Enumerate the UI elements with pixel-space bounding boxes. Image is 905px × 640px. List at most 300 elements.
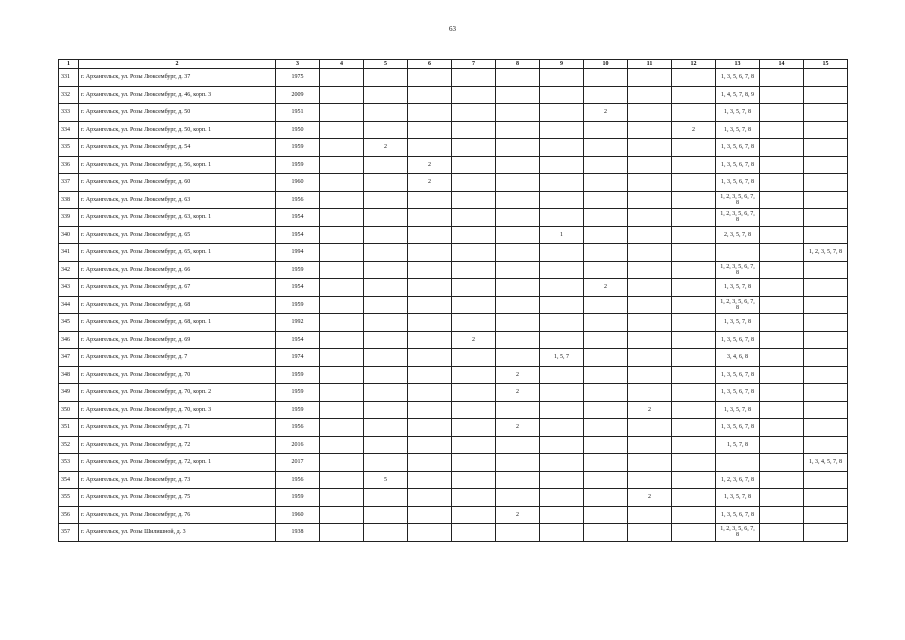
address-cell: г. Архангельск, ул. Розы Люксембург, д. 46, корп. 3 bbox=[79, 86, 276, 104]
address-cell: г. Архангельск, ул. Розы Люксембург, д. 70, корп. 2 bbox=[79, 384, 276, 402]
address-cell: г. Архангельск, ул. Розы Люксембург, д. 72, корп. 1 bbox=[79, 454, 276, 472]
col11-cell bbox=[628, 261, 672, 279]
col10-cell bbox=[584, 69, 628, 87]
year-cell: 1960 bbox=[276, 506, 320, 524]
col15-cell bbox=[804, 69, 848, 87]
col6-cell bbox=[408, 86, 452, 104]
col8-cell bbox=[496, 69, 540, 87]
col12-cell bbox=[672, 471, 716, 489]
col5-cell bbox=[364, 279, 408, 297]
address-cell: г. Архангельск, ул. Розы Люксембург, д. 72 bbox=[79, 436, 276, 454]
row-number-cell: 336 bbox=[59, 156, 79, 174]
table-row bbox=[59, 384, 848, 402]
col4-cell bbox=[320, 506, 364, 524]
col13-cell: 1, 4, 5, 7, 8, 9 bbox=[716, 86, 760, 104]
col11-cell bbox=[628, 349, 672, 367]
col5-cell bbox=[364, 209, 408, 227]
col9-cell bbox=[540, 296, 584, 314]
col6-cell bbox=[408, 244, 452, 262]
col15-cell bbox=[804, 489, 848, 507]
col13-cell: 1, 3, 5, 7, 8 bbox=[716, 104, 760, 122]
year-cell: 1938 bbox=[276, 524, 320, 542]
col5-cell bbox=[364, 156, 408, 174]
col4-cell bbox=[320, 454, 364, 472]
col11-cell bbox=[628, 296, 672, 314]
col12-cell bbox=[672, 349, 716, 367]
table-row bbox=[59, 349, 848, 367]
col14-cell bbox=[760, 314, 804, 332]
col9-cell bbox=[540, 174, 584, 192]
col4-cell bbox=[320, 296, 364, 314]
col9-cell bbox=[540, 454, 584, 472]
year-cell: 1954 bbox=[276, 209, 320, 227]
row-number-cell: 356 bbox=[59, 506, 79, 524]
col15-cell bbox=[804, 121, 848, 139]
col5-cell bbox=[364, 296, 408, 314]
column-header: 13 bbox=[716, 60, 760, 69]
col13-cell: 1, 2, 3, 5, 6, 7, 8 bbox=[716, 209, 760, 227]
col7-cell bbox=[452, 436, 496, 454]
col13-cell: 1, 3, 5, 7, 8 bbox=[716, 401, 760, 419]
year-cell: 1992 bbox=[276, 314, 320, 332]
col10-cell: 2 bbox=[584, 104, 628, 122]
column-header: 11 bbox=[628, 60, 672, 69]
column-header: 8 bbox=[496, 60, 540, 69]
col14-cell bbox=[760, 349, 804, 367]
col14-cell bbox=[760, 121, 804, 139]
col11-cell bbox=[628, 104, 672, 122]
col8-cell bbox=[496, 471, 540, 489]
col7-cell bbox=[452, 419, 496, 437]
row-number-cell: 354 bbox=[59, 471, 79, 489]
col13-cell: 1, 2, 3, 5, 6, 7, 8 bbox=[716, 191, 760, 209]
row-number-cell: 351 bbox=[59, 419, 79, 437]
col14-cell bbox=[760, 384, 804, 402]
col9-cell bbox=[540, 331, 584, 349]
col15-cell bbox=[804, 209, 848, 227]
col5-cell bbox=[364, 489, 408, 507]
col7-cell bbox=[452, 524, 496, 542]
col14-cell bbox=[760, 279, 804, 297]
col15-cell bbox=[804, 226, 848, 244]
address-cell: г. Архангельск, ул. Розы Люксембург, д. 76 bbox=[79, 506, 276, 524]
col15-cell bbox=[804, 506, 848, 524]
col11-cell bbox=[628, 524, 672, 542]
col15-cell bbox=[804, 104, 848, 122]
year-cell: 1959 bbox=[276, 384, 320, 402]
col5-cell bbox=[364, 506, 408, 524]
col6-cell bbox=[408, 191, 452, 209]
table-row bbox=[59, 419, 848, 437]
row-number-cell: 345 bbox=[59, 314, 79, 332]
table-row bbox=[59, 156, 848, 174]
column-header: 14 bbox=[760, 60, 804, 69]
col4-cell bbox=[320, 419, 364, 437]
col10-cell: 2 bbox=[584, 279, 628, 297]
col11-cell bbox=[628, 471, 672, 489]
col7-cell: 2 bbox=[452, 331, 496, 349]
row-number-cell: 343 bbox=[59, 279, 79, 297]
col15-cell bbox=[804, 139, 848, 157]
col11-cell bbox=[628, 244, 672, 262]
address-cell: г. Архангельск, ул. Розы Люксембург, д. 37 bbox=[79, 69, 276, 87]
col6-cell bbox=[408, 209, 452, 227]
col4-cell bbox=[320, 226, 364, 244]
col4-cell bbox=[320, 261, 364, 279]
column-header: 3 bbox=[276, 60, 320, 69]
table-row bbox=[59, 244, 848, 262]
col8-cell: 2 bbox=[496, 419, 540, 437]
col12-cell bbox=[672, 69, 716, 87]
address-cell: г. Архангельск, ул. Розы Люксембург, д. 68 bbox=[79, 296, 276, 314]
col6-cell bbox=[408, 331, 452, 349]
col9-cell bbox=[540, 244, 584, 262]
col10-cell bbox=[584, 489, 628, 507]
col9-cell bbox=[540, 314, 584, 332]
col14-cell bbox=[760, 331, 804, 349]
col14-cell bbox=[760, 104, 804, 122]
col13-cell: 1, 5, 7, 8 bbox=[716, 436, 760, 454]
col14-cell bbox=[760, 156, 804, 174]
row-number-cell: 352 bbox=[59, 436, 79, 454]
address-cell: г. Архангельск, ул. Розы Люксембург, д. 50 bbox=[79, 104, 276, 122]
col13-cell: 1, 3, 5, 6, 7, 8 bbox=[716, 69, 760, 87]
col11-cell bbox=[628, 279, 672, 297]
col13-cell: 1, 3, 5, 7, 8 bbox=[716, 314, 760, 332]
col8-cell bbox=[496, 86, 540, 104]
col8-cell bbox=[496, 454, 540, 472]
year-cell: 1956 bbox=[276, 471, 320, 489]
col5-cell bbox=[364, 314, 408, 332]
col4-cell bbox=[320, 174, 364, 192]
row-number-cell: 339 bbox=[59, 209, 79, 227]
table-row bbox=[59, 489, 848, 507]
col11-cell bbox=[628, 139, 672, 157]
row-number-cell: 333 bbox=[59, 104, 79, 122]
col11-cell bbox=[628, 506, 672, 524]
year-cell: 1959 bbox=[276, 261, 320, 279]
address-cell: г. Архангельск, ул. Розы Люксембург, д. 75 bbox=[79, 489, 276, 507]
col9-cell bbox=[540, 69, 584, 87]
col10-cell bbox=[584, 366, 628, 384]
col11-cell: 2 bbox=[628, 401, 672, 419]
col8-cell bbox=[496, 489, 540, 507]
row-number-cell: 346 bbox=[59, 331, 79, 349]
row-number-cell: 347 bbox=[59, 349, 79, 367]
col9-cell bbox=[540, 261, 584, 279]
col11-cell bbox=[628, 209, 672, 227]
col4-cell bbox=[320, 489, 364, 507]
col10-cell bbox=[584, 156, 628, 174]
col6-cell bbox=[408, 524, 452, 542]
col13-cell: 2, 3, 5, 7, 8 bbox=[716, 226, 760, 244]
col4-cell bbox=[320, 69, 364, 87]
col10-cell bbox=[584, 331, 628, 349]
row-number-cell: 340 bbox=[59, 226, 79, 244]
row-number-cell: 355 bbox=[59, 489, 79, 507]
col9-cell bbox=[540, 86, 584, 104]
column-header: 4 bbox=[320, 60, 364, 69]
col7-cell bbox=[452, 139, 496, 157]
col14-cell bbox=[760, 244, 804, 262]
table-row bbox=[59, 191, 848, 209]
address-cell: г. Архангельск, ул. Розы Люксембург, д. 63, корп. 1 bbox=[79, 209, 276, 227]
col7-cell bbox=[452, 384, 496, 402]
address-cell: г. Архангельск, ул. Розы Люксембург, д. 70 bbox=[79, 366, 276, 384]
address-cell: г. Архангельск, ул. Розы Люксембург, д. 63 bbox=[79, 191, 276, 209]
col13-cell: 1, 3, 5, 7, 8 bbox=[716, 121, 760, 139]
row-number-cell: 334 bbox=[59, 121, 79, 139]
table-row bbox=[59, 296, 848, 314]
page-number: 63 bbox=[449, 25, 456, 33]
table-row bbox=[59, 436, 848, 454]
table-body bbox=[59, 69, 848, 542]
col13-cell: 1, 2, 3, 6, 7, 8 bbox=[716, 471, 760, 489]
col10-cell bbox=[584, 436, 628, 454]
col6-cell bbox=[408, 261, 452, 279]
col10-cell bbox=[584, 419, 628, 437]
col10-cell bbox=[584, 86, 628, 104]
col9-cell bbox=[540, 471, 584, 489]
col13-cell: 1, 3, 5, 6, 7, 8 bbox=[716, 156, 760, 174]
col13-cell: 1, 3, 5, 6, 7, 8 bbox=[716, 331, 760, 349]
col12-cell bbox=[672, 331, 716, 349]
col5-cell bbox=[364, 401, 408, 419]
col7-cell bbox=[452, 349, 496, 367]
col11-cell bbox=[628, 226, 672, 244]
col12-cell bbox=[672, 384, 716, 402]
col15-cell bbox=[804, 366, 848, 384]
col7-cell bbox=[452, 506, 496, 524]
row-number-cell: 353 bbox=[59, 454, 79, 472]
col8-cell bbox=[496, 244, 540, 262]
col7-cell bbox=[452, 279, 496, 297]
column-header: 6 bbox=[408, 60, 452, 69]
col13-cell: 1, 3, 5, 6, 7, 8 bbox=[716, 366, 760, 384]
col7-cell bbox=[452, 86, 496, 104]
col4-cell bbox=[320, 366, 364, 384]
col6-cell bbox=[408, 69, 452, 87]
col15-cell bbox=[804, 471, 848, 489]
col14-cell bbox=[760, 69, 804, 87]
col10-cell bbox=[584, 191, 628, 209]
col5-cell bbox=[364, 226, 408, 244]
col9-cell bbox=[540, 209, 584, 227]
col9-cell bbox=[540, 436, 584, 454]
buildings-table bbox=[58, 59, 848, 542]
col14-cell bbox=[760, 86, 804, 104]
col15-cell bbox=[804, 524, 848, 542]
col13-cell: 1, 3, 5, 7, 8 bbox=[716, 489, 760, 507]
year-cell: 1960 bbox=[276, 174, 320, 192]
table-row bbox=[59, 121, 848, 139]
table-row bbox=[59, 174, 848, 192]
col7-cell bbox=[452, 69, 496, 87]
col6-cell bbox=[408, 366, 452, 384]
col6-cell bbox=[408, 279, 452, 297]
col12-cell bbox=[672, 454, 716, 472]
col14-cell bbox=[760, 506, 804, 524]
col11-cell bbox=[628, 314, 672, 332]
address-cell: г. Архангельск, ул. Розы Люксембург, д. 70, корп. 3 bbox=[79, 401, 276, 419]
col12-cell bbox=[672, 314, 716, 332]
row-number-cell: 341 bbox=[59, 244, 79, 262]
year-cell: 2017 bbox=[276, 454, 320, 472]
col10-cell bbox=[584, 524, 628, 542]
col8-cell bbox=[496, 156, 540, 174]
col6-cell bbox=[408, 419, 452, 437]
col8-cell: 2 bbox=[496, 506, 540, 524]
col5-cell bbox=[364, 349, 408, 367]
col8-cell bbox=[496, 331, 540, 349]
table-row bbox=[59, 331, 848, 349]
table-row bbox=[59, 86, 848, 104]
col15-cell bbox=[804, 419, 848, 437]
col7-cell bbox=[452, 296, 496, 314]
col14-cell bbox=[760, 191, 804, 209]
col12-cell bbox=[672, 489, 716, 507]
col8-cell bbox=[496, 226, 540, 244]
row-number-cell: 332 bbox=[59, 86, 79, 104]
col6-cell bbox=[408, 314, 452, 332]
col4-cell bbox=[320, 471, 364, 489]
col6-cell bbox=[408, 139, 452, 157]
col11-cell bbox=[628, 384, 672, 402]
col14-cell bbox=[760, 401, 804, 419]
col12-cell bbox=[672, 156, 716, 174]
col11-cell bbox=[628, 419, 672, 437]
col6-cell bbox=[408, 349, 452, 367]
col7-cell bbox=[452, 454, 496, 472]
col4-cell bbox=[320, 524, 364, 542]
col8-cell bbox=[496, 401, 540, 419]
col4-cell bbox=[320, 436, 364, 454]
col9-cell bbox=[540, 401, 584, 419]
col5-cell bbox=[364, 69, 408, 87]
table-row bbox=[59, 209, 848, 227]
col6-cell: 2 bbox=[408, 174, 452, 192]
year-cell: 1959 bbox=[276, 296, 320, 314]
row-number-cell: 348 bbox=[59, 366, 79, 384]
col13-cell: 1, 3, 5, 6, 7, 8 bbox=[716, 506, 760, 524]
address-cell: г. Архангельск, ул. Розы Люксембург, д. 67 bbox=[79, 279, 276, 297]
col7-cell bbox=[452, 401, 496, 419]
table-row bbox=[59, 401, 848, 419]
col5-cell bbox=[364, 86, 408, 104]
table-row bbox=[59, 506, 848, 524]
col14-cell bbox=[760, 139, 804, 157]
col5-cell bbox=[364, 524, 408, 542]
col13-cell: 1, 2, 3, 5, 6, 7, 8 bbox=[716, 296, 760, 314]
col5-cell bbox=[364, 121, 408, 139]
col6-cell bbox=[408, 226, 452, 244]
col9-cell: 1 bbox=[540, 226, 584, 244]
col4-cell bbox=[320, 244, 364, 262]
col15-cell bbox=[804, 156, 848, 174]
col15-cell bbox=[804, 436, 848, 454]
col15-cell bbox=[804, 279, 848, 297]
col13-cell: 1, 2, 3, 5, 6, 7, 8 bbox=[716, 261, 760, 279]
col4-cell bbox=[320, 156, 364, 174]
col14-cell bbox=[760, 296, 804, 314]
col15-cell bbox=[804, 349, 848, 367]
col6-cell bbox=[408, 471, 452, 489]
col8-cell bbox=[496, 279, 540, 297]
col7-cell bbox=[452, 209, 496, 227]
col15-cell bbox=[804, 314, 848, 332]
col6-cell bbox=[408, 454, 452, 472]
row-number-cell: 357 bbox=[59, 524, 79, 542]
col11-cell bbox=[628, 454, 672, 472]
col12-cell bbox=[672, 261, 716, 279]
col6-cell bbox=[408, 296, 452, 314]
address-cell: г. Архангельск, ул. Розы Люксембург, д. 54 bbox=[79, 139, 276, 157]
col8-cell bbox=[496, 261, 540, 279]
col4-cell bbox=[320, 314, 364, 332]
col4-cell bbox=[320, 331, 364, 349]
col15-cell bbox=[804, 191, 848, 209]
col4-cell bbox=[320, 86, 364, 104]
address-cell: г. Архангельск, ул. Розы Люксембург, д. 65, корп. 1 bbox=[79, 244, 276, 262]
year-cell: 2016 bbox=[276, 436, 320, 454]
address-cell: г. Архангельск, ул. Розы Люксембург, д. 56, корп. 1 bbox=[79, 156, 276, 174]
col9-cell bbox=[540, 489, 584, 507]
year-cell: 1951 bbox=[276, 104, 320, 122]
row-number-cell: 344 bbox=[59, 296, 79, 314]
column-header: 15 bbox=[804, 60, 848, 69]
col9-cell bbox=[540, 366, 584, 384]
col10-cell bbox=[584, 314, 628, 332]
col14-cell bbox=[760, 454, 804, 472]
col11-cell bbox=[628, 121, 672, 139]
row-number-cell: 331 bbox=[59, 69, 79, 87]
col5-cell bbox=[364, 384, 408, 402]
year-cell: 1959 bbox=[276, 366, 320, 384]
table-row bbox=[59, 261, 848, 279]
column-header: 9 bbox=[540, 60, 584, 69]
col8-cell bbox=[496, 314, 540, 332]
row-number-cell: 349 bbox=[59, 384, 79, 402]
col4-cell bbox=[320, 279, 364, 297]
col9-cell bbox=[540, 156, 584, 174]
col9-cell: 1, 5, 7 bbox=[540, 349, 584, 367]
header-row bbox=[59, 60, 848, 69]
col4-cell bbox=[320, 191, 364, 209]
col5-cell bbox=[364, 436, 408, 454]
col8-cell: 2 bbox=[496, 384, 540, 402]
col9-cell bbox=[540, 279, 584, 297]
col11-cell bbox=[628, 86, 672, 104]
col12-cell bbox=[672, 86, 716, 104]
col7-cell bbox=[452, 471, 496, 489]
col7-cell bbox=[452, 191, 496, 209]
col5-cell bbox=[364, 366, 408, 384]
col13-cell: 1, 3, 5, 7, 8 bbox=[716, 279, 760, 297]
col6-cell: 2 bbox=[408, 156, 452, 174]
col9-cell bbox=[540, 139, 584, 157]
table-row bbox=[59, 454, 848, 472]
row-number-cell: 338 bbox=[59, 191, 79, 209]
col9-cell bbox=[540, 419, 584, 437]
col6-cell bbox=[408, 436, 452, 454]
year-cell: 1956 bbox=[276, 191, 320, 209]
col15-cell bbox=[804, 261, 848, 279]
col5-cell: 2 bbox=[364, 139, 408, 157]
col10-cell bbox=[584, 139, 628, 157]
col7-cell bbox=[452, 174, 496, 192]
col10-cell bbox=[584, 244, 628, 262]
row-number-cell: 335 bbox=[59, 139, 79, 157]
